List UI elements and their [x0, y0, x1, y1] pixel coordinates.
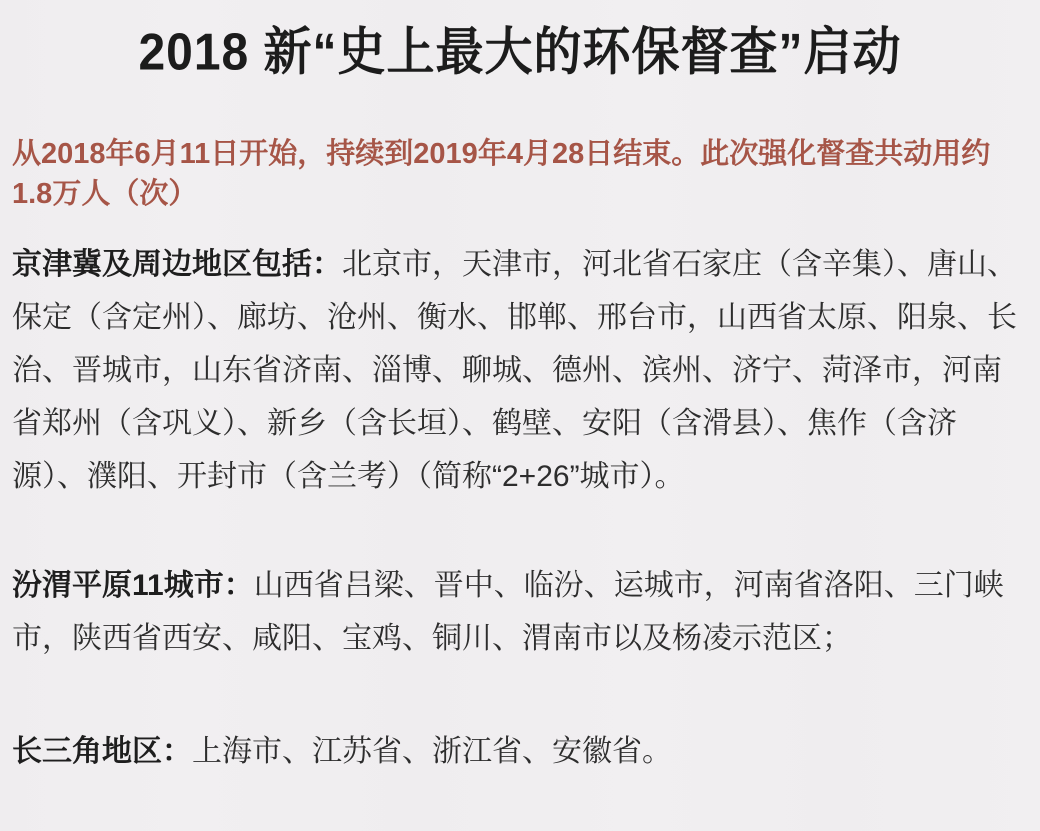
region-label-changsanjiao: 长三角地区：: [12, 735, 192, 768]
region-body-changsanjiao: 上海市、江苏省、浙江省、安徽省。: [192, 735, 672, 768]
region-paragraph-fenwei: [12, 559, 1028, 665]
region-body-fenwei: 山西省吕梁、晋中、临汾、运城市，河南省洛阳、三门峡市，陕西省西安、咸阳、宝鸡、铜川、渭南市以及杨凌示范区；: [12, 569, 1004, 655]
region-label-jingjinji: 京津冀及周边地区包括：: [12, 248, 342, 281]
page-title: 2018 新“史上最大的环保督查”启动: [138, 24, 902, 82]
campaign-duration-statement: 从2018年6月11日开始，持续到2019年4月28日结束。此次强化督查共动用约1.8万人（次）: [12, 138, 991, 210]
region-paragraph-jingjinji: [12, 238, 1028, 503]
region-paragraph-changsanjiao: [12, 725, 1028, 778]
region-body-jingjinji: 北京市，天津市，河北省石家庄（含辛集）、唐山、保定（含定州）、廊坊、沧州、衡水、邯郸、邢台市，山西省太原、阳泉、长治、晋城市，山东省济南、淄博、聊城、德州、滨州、济宁、菏泽市，河南省郑州（含巩义）、新乡（含长垣）、鹤壁、安阳（含滑县）、焦作（含济源）、濮阳、开封市（含兰考）（简称“2+26”城市）。: [12, 248, 1017, 493]
region-label-fenwei: 汾渭平原11城市：: [12, 569, 254, 602]
